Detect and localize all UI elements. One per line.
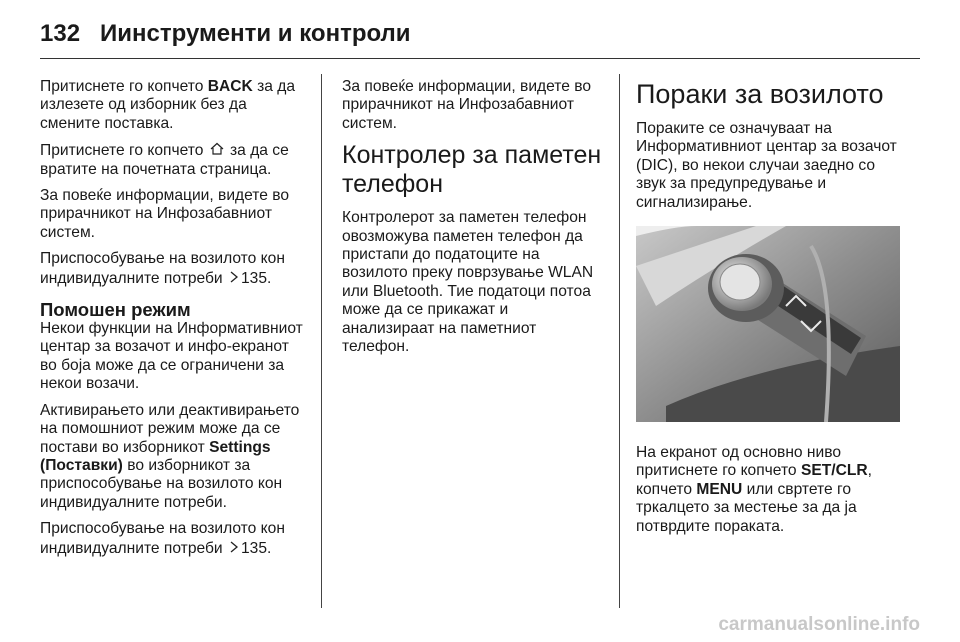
text: Приспособување на возилото кон индивидуалните потреби (40, 520, 285, 557)
text: , копчето (636, 462, 872, 498)
page-title: Иинструменти и контроли (100, 20, 411, 47)
paragraph-personalization (40, 250, 306, 288)
column-3 (636, 78, 902, 544)
menu-button-label: MENU (696, 480, 743, 498)
column-2 (342, 78, 604, 364)
paragraph-assist-activation (40, 402, 306, 512)
text: Притиснете го копчето (40, 142, 208, 160)
paragraph-info: За повеќе информации, видете во прирачникот на Инфозабавниот систем. (40, 187, 290, 241)
column-divider-2 (619, 74, 620, 608)
watermark: carmanualsonline.info (718, 614, 920, 635)
text: Активирањето или деактивирањето на помошниот режим може да се постави во изборникот (40, 401, 300, 456)
page-reference-link[interactable]: 135. (240, 269, 272, 287)
paragraph-confirm-message (636, 444, 902, 536)
paragraph-assist-desc: Некои функции на Информативниот центар за возачот и инфо-екранот во боја може да се ограничени за некои возачи. (40, 320, 303, 393)
paragraph-info-2: За повеќе информации, видете во прирачникот на Инфозабавниот систем. (342, 78, 592, 132)
column-1 (40, 78, 306, 566)
paragraph-smartphone: Контролерот за паметен телефон овозможува паметен телефон да пристапи до податоците на возилото преку поврзување WLAN или Bluetooth. Тие податоци потоа може да се прикажат и анализираат на паметниот телефон. (342, 209, 594, 356)
settings-menu-label: Settings (Поставки) (40, 438, 271, 474)
column-divider-1 (321, 74, 322, 608)
paragraph-personalization-2 (40, 520, 306, 558)
paragraph-back (40, 78, 306, 133)
back-button-label: BACK (207, 78, 253, 95)
text: во изборникот за приспособување на возилото кон индивидуалните потреби. (40, 456, 283, 511)
section-heading-vehicle-messages: Пораки за возилото (636, 79, 884, 109)
page-header (40, 14, 411, 54)
text: за да излезете од изборник без да смените поставка. (40, 78, 296, 132)
page-number: 132 (40, 20, 81, 47)
reference-arrow-icon (229, 269, 239, 287)
home-icon (210, 141, 224, 159)
section-heading-smartphone-controller: Контролер за паметен телефон (342, 141, 602, 199)
steering-column-stalk-image (636, 226, 900, 422)
text: Приспособување на возилото кон индивидуалните потреби (40, 250, 285, 287)
page-reference-link[interactable]: 135. (240, 539, 272, 557)
paragraph-home (40, 141, 306, 179)
header-divider (40, 58, 920, 59)
paragraph-messages-desc: Пораките се означуваат на Информативниот центар за возачот (DIC), во некои случаи заедно со звук за предупредување и сигнализирање. (636, 120, 897, 211)
text: или свртете го тркалцето за местење за да ја потврдите пораката. (636, 480, 857, 535)
set-clr-button-label: SET/CLR (800, 462, 868, 480)
text: за да се вратите на почетната страница. (40, 142, 289, 178)
reference-arrow-icon (229, 539, 239, 557)
text: Притиснете го копчето (40, 78, 208, 95)
text: На екранот од основно ниво притиснете го копчето (636, 444, 842, 480)
section-heading-assist-mode: Помошен режим (40, 299, 191, 321)
